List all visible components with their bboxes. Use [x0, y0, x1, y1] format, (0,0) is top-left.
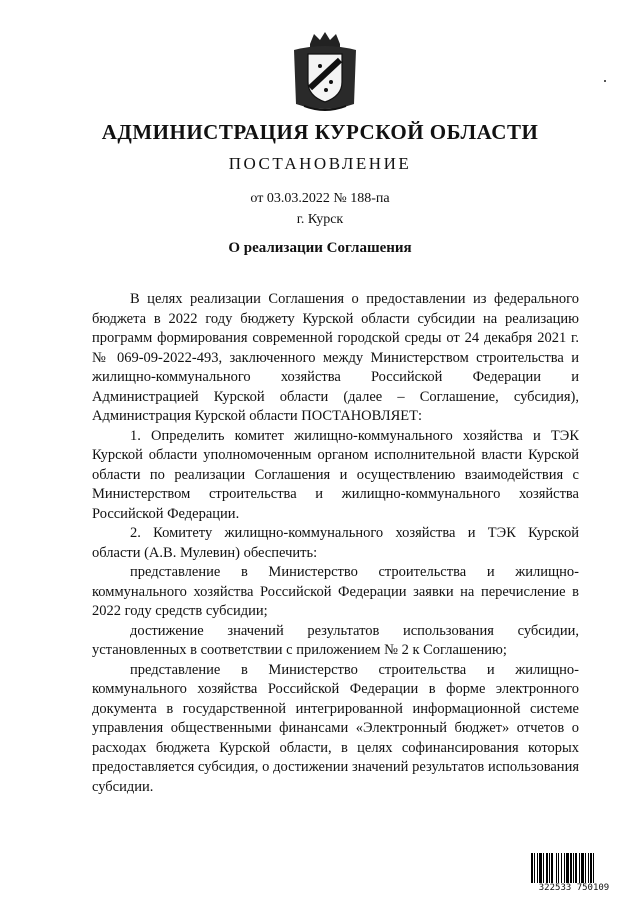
barcode-bar [593, 853, 594, 883]
barcode-bar [590, 853, 592, 883]
org-title: АДМИНИСТРАЦИЯ КУРСКОЙ ОБЛАСТИ [101, 120, 539, 144]
doc-place: г. Курск [296, 212, 344, 227]
barcode-bar [575, 853, 577, 883]
paragraph-subitem: достижение значений результатов использования субсидии, установленных в соответствии с приложением № 2 к Соглашению; [92, 622, 579, 658]
kursk-coat-of-arms-icon [290, 30, 360, 114]
barcode-bar [588, 853, 589, 883]
barcode-bar [546, 853, 548, 883]
doc-type: ПОСТАНОВЛЕНИЕ [228, 154, 412, 173]
paragraph-preamble: В целях реализации Соглашения о предоставлении из федерального бюджета в 2022 году бюджету Курской области субсидии на реализацию программ формирования современной городской среды от 24 декабря 2021 г. № 069-09-2022-493, заключенного между Министерством строительства и жилищно-коммунального хозяйства Российской Федерации и Администрацией Курской области (далее – Соглашение, субсидия), Администрация Курской области ПОСТАНОВЛЯЕТ: [92, 291, 579, 424]
barcode-bar [539, 853, 542, 883]
barcode-bar [556, 853, 557, 883]
paragraph-item-1: 1. Определить комитет жилищно-коммунального хозяйства и ТЭК Курской области уполномоченным органом исполнительной власти Курской области по реализации Соглашения и осуществлению взаимодействия с Министерством строительства и жилищно-коммунального хозяйства Российской Федерации. [92, 427, 579, 522]
barcode-number: 322533 750109 [538, 883, 610, 893]
doc-date-number: от 03.03.2022 № 188-па [250, 191, 390, 206]
barcode-icon [531, 853, 617, 883]
barcode-bar [537, 853, 538, 883]
barcode-bar [561, 853, 562, 883]
barcode-bar [566, 853, 569, 883]
document-body [92, 290, 579, 797]
barcode-bar [579, 853, 580, 883]
barcode-bar [549, 853, 550, 883]
barcode-bar [531, 853, 533, 883]
barcode-bar [564, 853, 565, 883]
barcode-bar [558, 853, 559, 883]
barcode-bar [573, 853, 574, 883]
barcode-bar [570, 853, 572, 883]
scan-dot [604, 80, 606, 82]
barcode-bar [581, 853, 584, 883]
paragraph-subitem: представление в Министерство строительства и жилищно-коммунального хозяйства Российской Федерации в форме электронного документа в государственной интегрированной информационной системе управления общественными финансами «Электронный бюджет» отчетов о расходах бюджета Курской области, в целях софинансирования которых предоставляется субсидия, о достижении значений результатов использования субсидии. [92, 661, 579, 795]
barcode [531, 853, 617, 893]
doc-subject: О реализации Соглашения [228, 240, 412, 256]
barcode-bar [534, 853, 535, 883]
barcode-bar [551, 853, 553, 883]
barcode-bar [543, 853, 544, 883]
barcode-bar [585, 853, 586, 883]
paragraph-item-2: 2. Комитету жилищно-коммунального хозяйства и ТЭК Курской области (А.В. Мулевин) обеспечить: [92, 525, 579, 561]
paragraph-subitem: представление в Министерство строительства и жилищно-коммунального хозяйства Российской Федерации заявки на перечисление в 2022 году средств субсидии; [92, 564, 579, 619]
